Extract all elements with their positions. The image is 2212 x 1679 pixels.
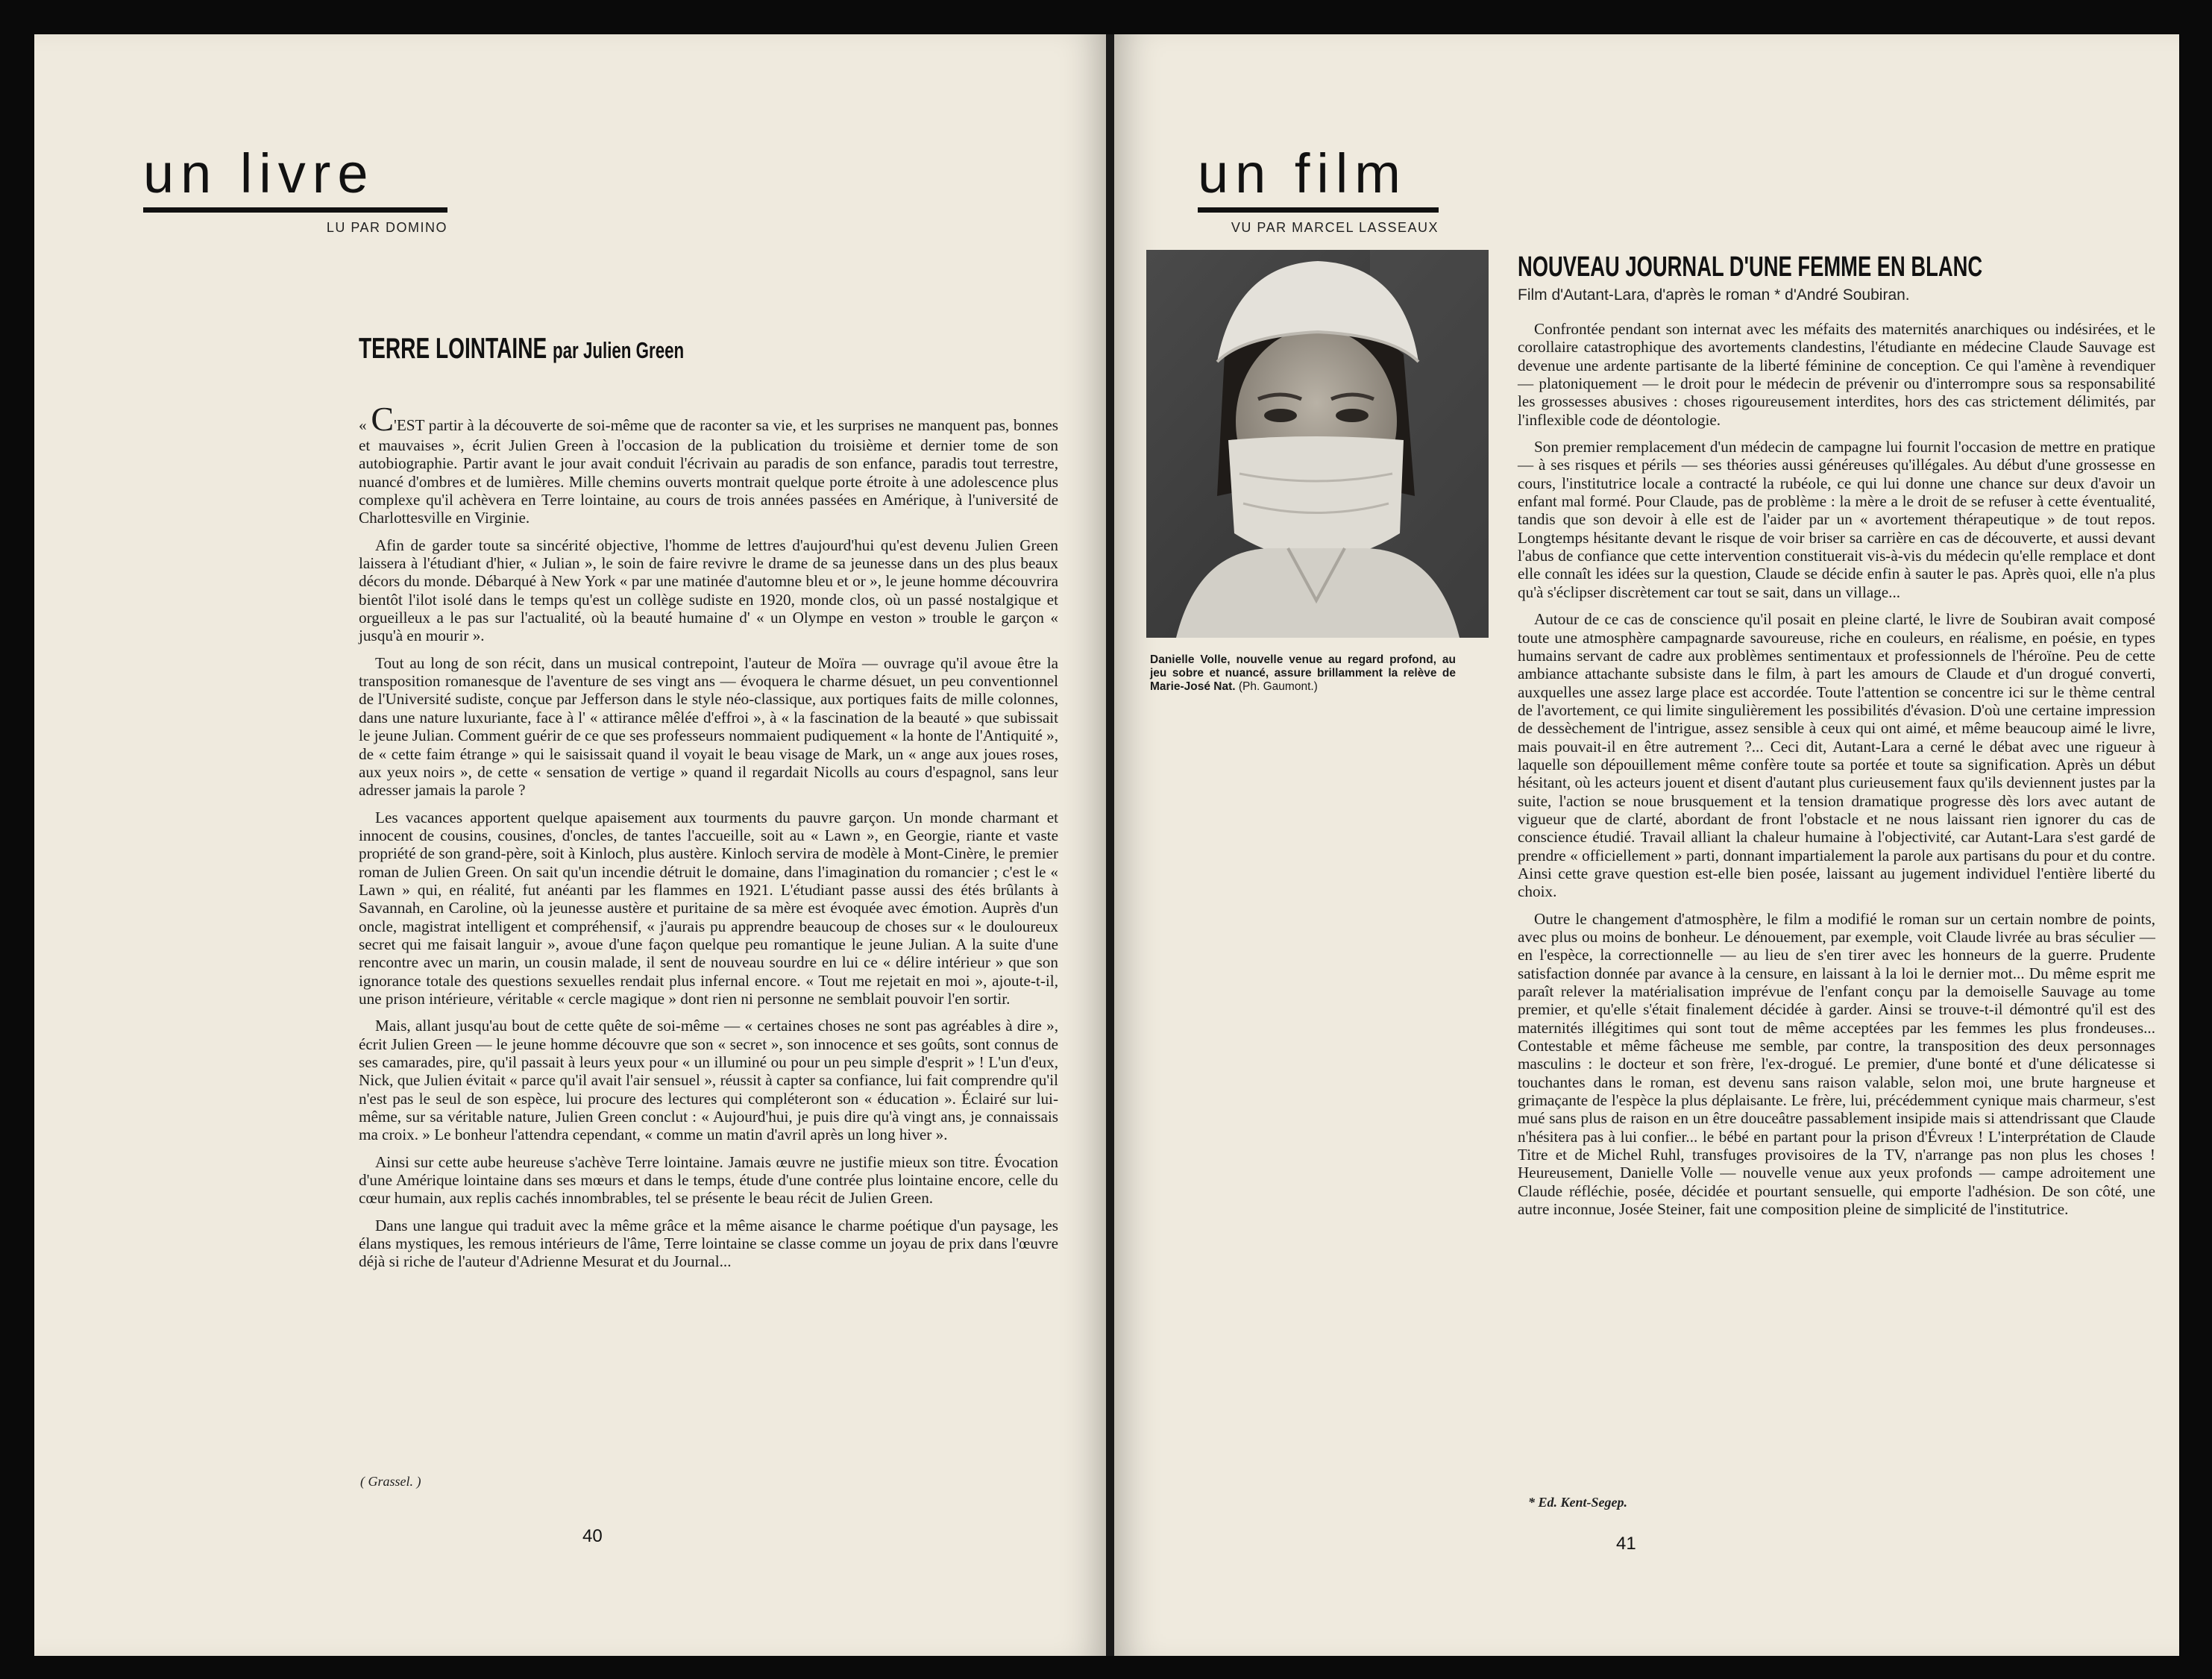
right-page <box>1114 34 2179 1656</box>
section-header-livre <box>143 142 447 236</box>
section-rule <box>143 207 447 213</box>
spine <box>1106 34 1114 1656</box>
article-body-livre <box>359 402 1058 1506</box>
paragraph: Tout au long de son récit, dans un musical contrepoint, l'auteur de Moïra — ouvrage qu'il avoue être la transposition romanesque de l'aventure de ses vingt ans — évoquera le charme désuet, un peu conventionnel de l'Université sudiste, conçue par Jefferson dans le style néo-classique, aux portiques faits de mille colonnes, dans une nature luxuriante, face à l' « attirance mêlée d'effroi », à « la fascination de la beauté » que subissait le jeune Julian. Comment guérir de ce que ses professeurs nommaient pudiquement « la honte de l'Antiquité », de « cette faim étrange » qui le saisissait quand il voyait le beau visage de Mark, un « ange aux joues roses, aux yeux noirs », de cette « sensation de vertige » quand il regardait Nicolls au cours d'espagnol, sans leur adresser jamais la parole ? <box>359 653 1058 800</box>
caption-text: Danielle Volle, nouvelle venue au regard profond, au jeu sobre et nuancé, assure brillamment la relève de Marie-José Nat. <box>1150 653 1456 693</box>
article-body-film <box>1518 320 2155 1521</box>
article-subtitle: Film d'Autant-Lara, d'après le roman * d'André Soubiran. <box>1518 286 1910 304</box>
paragraph: Afin de garder toute sa sincérité objective, l'homme de lettres d'aujourd'hui qu'est devenu Julien Green laissera à l'étudiant d'hier, « Julian », le soin de faire revivre le drame de sa jeunesse dans un des plus beaux décors du monde. Débarqué à New York « par une matinée d'automne bleu et or », le jeune homme découvrira bientôt l'ilot isolé dans le temps qu'est un collège sudiste en 1920, monde clos, où un passé nostalgique et orgueilleux a le pas sur l'actualité, où la beauté humaine d' « un Olympe en veston » trouble le garçon « jusqu'à en mourir ». <box>359 536 1058 645</box>
section-title: un film <box>1198 142 1407 204</box>
article-title: NOUVEAU JOURNAL D'UNE FEMME EN BLANC <box>1518 251 1983 283</box>
paragraph: Les vacances apportent quelque apaisement aux tourments du pauvre garçon. Un monde charmant et innocent de cousins, cousines, d'oncles, de tantes l'accueille, soit au « Lawn », en Georgie, riante et vaste propriété de son grand-père, soit à Kinloch, plus austère. Kinloch servira de modèle à Mont-Cinère, le premier roman de Julien Green. On sait qu'un incendie détruit le domaine, dans l'imagination du romancier ; c'est le « Lawn » qui, en réalité, fut anéanti par les flammes en 1921. L'étudiant passe aussi des étés brûlants à Savannah, en Caroline, où la jeunesse austère et puritaine de sa mère est évoquée avec émotion. Auprès d'un oncle, magistrat intelligent et compréhensif, « j'aurais pu apprendre beaucoup de choses sur « le douloureux secret qui me faisait languir », avoue d'une façon quelque peu romantique le jeune Julian. A la suite d'une rencontre avec un marin, un cousin malade, il sent de nouveau sourdre en lui ce « délire intérieur » que son ignorance totale des questions sexuelles rendait plus infernal encore. « Tout me rejetait en moi », ajoute-t-il, une prison intérieure, véritable « cercle magique » dont rien ni personne ne semblait pouvoir l'en sortir. <box>359 808 1058 1008</box>
photo-caption <box>1150 653 1456 694</box>
drop-cap: C <box>371 400 394 438</box>
section-header-film <box>1198 142 1439 236</box>
paragraph: Ainsi sur cette aube heureuse s'achève Terre lointaine. Jamais œuvre ne justifie mieux son titre. Évocation d'une Amérique lointaine dans ses mœurs et dans le temps, étude d'une contrée plus lointaine encore, celle du cœur humain, aux replis cachés innombrables, tel se présente le beau récit de Julien Green. <box>359 1152 1058 1208</box>
paragraph: Mais, allant jusqu'au bout de cette quête de soi-même — « certaines choses ne sont pas agréables à dire », écrit Julien Green — le jeune homme découvre que son « secret », son innocence et ses goûts, sont connus de ses camarades, pire, qu'il passait à leurs yeux pour « un illuminé ou pour un peu simple d'esprit » ! L'un d'eux, Nick, que Julien évitait « parce qu'il avait l'air sensuel », réussit à capter sa confiance, lui fait comprendre qu'il n'est pas le seul de son espèce, lui procure des lectures qui compléteront son « éducation ». Éclairé sur lui-même, sur sa véritable nature, Julien Green conclut : « Aujourd'hui, je puis dire qu'à vingt ans, je connaissais ma croix. » Le bonheur l'attendra cependant, « comme un matin d'avril après un long hiver ». <box>359 1017 1058 1144</box>
page-number: 41 <box>1616 1534 1636 1554</box>
paragraph: Son premier remplacement d'un médecin de campagne lui fournit l'occasion de mettre en pratique — à ses risques et périls — ses théories aussi généreuses qu'illégales. Au début d'une grossesse en cours, l'institutrice locale a contracté la rubéole, ce qui lui donne une chance sur deux d'avoir un enfant mal formé. Pour Claude, pas de problème : la mère a le droit de se refuser à cette éventualité, tandis que son devoir à elle est de l'aider par un « avortement thérapeutique » de tout repos. Longtemps hésitante devant le risque de voir briser sa carrière en cas de découverte, et aussi devant l'abus de confiance que cette intervention constituerait vis-à-vis du médecin qu'elle remplace et dont elle connaît les idées sur la question, Claude se décide enfin à sauter le pas. Après quoi, elle n'a plus qu'à s'éclipser discrètement car tout se sait, dans un village... <box>1518 438 2155 601</box>
left-page <box>34 34 1106 1656</box>
article-title-text: TERRE LOINTAINE <box>359 333 547 365</box>
film-still-photo <box>1146 250 1489 638</box>
paragraph: Autour de ce cas de conscience qu'il posait en pleine clarté, le livre de Soubiran avait composé toute une atmosphère campagnarde savoureuse, riche en couleurs, en réalisme, en poésie, en types humains servant de cadre aux problèmes sentimentaux et professionnels de l'héroïne. Peu de cette ambiance attachante subsiste dans le film, à part les amours de Claude et d'un drogué converti, auxquelles une assez large place est accordée. Toute l'attention se concentre ici sur le thème central de l'avortement, ce qui limite singulièrement les possibilités d'évasion. D'où une certaine impression de dessèchement de l'intrigue, assez sensible à ceux qui ont aimé, et même beaucoup aimé le livre, mais pouvait-il en être autrement ?... Ceci dit, Autant-Lara a cerné le débat avec une rigueur à laquelle son dépouillement même confère toute sa portée et toute sa signification. Après un début hésitant, où les acteurs jouent et disent d'autant plus curieusement faux qu'ils deviennent justes par la suite, l'action se noue brusquement et la tension dramatique progresse dès lors avec autant de vigueur que de clarté, abordant de front l'obstacle et ne nous laissant rien ignorer du cas de conscience étudié. Travail alliant la chaleur humaine à l'objectivité, car Autant-Lara s'est gardé de prendre « officiellement » parti, donnant impartialement la parole aux partisans du pour et du contre. Ainsi cette grave question est-elle bien posée, laissant au jugement individuel l'entière liberté du choix. <box>1518 610 2155 901</box>
paragraph: Confrontée pendant son internat avec les méfaits des maternités anarchiques ou indésirées, et le corollaire catastrophique des avortements clandestins, l'étudiante en médecine Claude Sauvage est devenue une ardente partisante de la liberté féminine de conception. Ce qui l'amène à revendiquer — platoniquement — le droit pour le médecin de prévenir ou d'interrompre sous sa responsabilité les grossesses abusives : choses rigoureusement interdites, hors des cas strictement délimités, par l'inflexible code de déontologie. <box>1518 320 2155 429</box>
page-number: 40 <box>582 1526 603 1546</box>
section-title: un livre <box>143 142 375 204</box>
paragraph: Dans une langue qui traduit avec la même grâce et la même aisance le charme poétique d'un paysage, les élans mystiques, les remous intérieurs de l'âme, Terre lointaine se classe comme un joyau de prix dans l'œuvre déjà si riche de l'auteur d'Adrienne Mesurat et du Journal... <box>359 1216 1058 1271</box>
article-title <box>359 333 684 365</box>
section-rule <box>1198 207 1439 213</box>
photo-credit: (Ph. Gaumont.) <box>1238 680 1318 693</box>
footnote: * Ed. Kent-Segep. <box>1528 1495 1627 1510</box>
article-author: par Julien Green <box>553 337 685 363</box>
section-byline: LU PAR DOMINO <box>326 220 447 235</box>
section-byline: VU PAR MARCEL LASSEAUX <box>1231 220 1439 235</box>
paragraph: Outre le changement d'atmosphère, le film a modifié le roman sur un certain nombre de points, avec plus ou moins de bonheur. Le dénouement, par exemple, voit Claude livrée au bras séculier — en l'espèce, la correctionnelle — au lieu de s'en tirer avec les honneurs de la guerre. Prudente satisfaction donnée par avance à la censure, en laissant à la loi le dernier mot... Du même esprit me paraît relever la matérialisation imprévue de l'enfant conçu par la demoiselle Sauvage au tome premier, et qu'elle s'était finalement décidée à garder. Ainsi se trouve-t-il démontré qu'il est des maternités illégitimes qui sont tout de même acceptées par les femmes les plus frondeuses... Contestable et même fâcheuse me semble, par contre, la transposition des deux personnages masculins : le docteur et son frère, l'ex-drogué. Le premier, d'une bonté et d'une délicatesse si touchantes dans le roman, est devenu sans raison valable, selon moi, une brute hargneuse et grimaçante de l'espèce la plus déplaisante. Le frère, lui, précédemment cynique mais charmeur, s'est mué sans plus de raison en un être douceâtre passablement insipide mais si attendrissant que Claude n'hésitera pas à lui confier... le bébé en partant pour la prison d'Évreux ! L'interprétation de Claude Titre et de Michel Ruhl, transfuges provisoires de la TV, n'arrange pas non plus les choses ! Heureusement, Danielle Volle — nouvelle venue aux yeux profonds — campe adroitement une Claude réfléchie, posée, décidée et pourtant sensuelle, qui emporte l'adhésion. De son côté, une autre inconnue, Josée Steiner, fait une composition pleine de simplicité de l'institutrice. <box>1518 909 2155 1219</box>
paragraph: « C'EST partir à la découverte de soi-même que de raconter sa vie, et les surprises ne manquent pas, bonnes et mauvaises », écrit Julien Green à l'occasion de la publication du troisième et dernier tome de son autobiographie. Partir avant le jour avait conduit l'écrivain au paradis de son enfance, paradis tout terrestre, nuancé d'ombres et de lumières. Mille chemins ouverts montrait quelque porte étroite à une adolescence plus complexe qu'il achèvera en Terre lointaine, au cours de trois années passées en Amérique, à l'université de Charlottesville en Virginie. <box>359 400 1059 527</box>
publisher-note: ( Grassel. ) <box>360 1474 421 1489</box>
nurse-portrait-image <box>1146 250 1489 638</box>
